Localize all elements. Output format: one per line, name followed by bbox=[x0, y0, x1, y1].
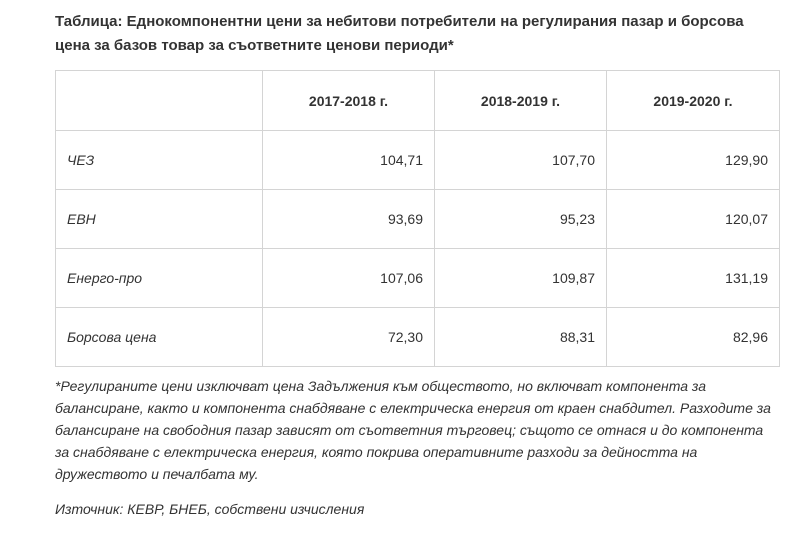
table-header-row bbox=[56, 71, 780, 131]
table-row bbox=[56, 249, 780, 308]
table-cell: 107,06 bbox=[263, 249, 435, 308]
source-line: Източник: КЕВР, БНЕБ, собствени изчисления bbox=[55, 501, 365, 517]
row-label: ЧЕЗ bbox=[56, 131, 263, 190]
table-title: Таблица: Еднокомпонентни цени за небитови потребители на регулирания пазар и борсова цена за базов товар за съответните ценови периоди* bbox=[55, 13, 744, 54]
table-cell: 107,70 bbox=[435, 131, 607, 190]
header-2018-2019: 2018-2019 г. bbox=[435, 71, 607, 131]
header-2017-2018: 2017-2018 г. bbox=[263, 71, 435, 131]
table-cell: 72,30 bbox=[263, 308, 435, 367]
table-cell: 104,71 bbox=[263, 131, 435, 190]
row-label: Борсова цена bbox=[56, 308, 263, 367]
header-2019-2020: 2019-2020 г. bbox=[607, 71, 780, 131]
footnote: *Регулираните цени изключват цена Задължения към обществото, но включват компонента за балансиране, както и компонента снабдяване с електрическа енергия от краен снабдител. Разходите за балансиране на свободния пазар зависят от съответния търговец; същото се отнася и до компонента за снабдяване с електрическа енергия, която покрива оперативните разходи за дейността на дружеството и печалбата му. bbox=[55, 378, 771, 482]
table-cell: 82,96 bbox=[607, 308, 780, 367]
price-table bbox=[55, 70, 780, 367]
article-content bbox=[55, 10, 780, 519]
table-cell: 93,69 bbox=[263, 190, 435, 249]
table-row bbox=[56, 131, 780, 190]
table-cell: 88,31 bbox=[435, 308, 607, 367]
header-empty bbox=[56, 71, 263, 131]
table-cell: 120,07 bbox=[607, 190, 780, 249]
row-label: Енерго-про bbox=[56, 249, 263, 308]
table-cell: 129,90 bbox=[607, 131, 780, 190]
table-cell: 95,23 bbox=[435, 190, 607, 249]
table-row bbox=[56, 308, 780, 367]
table-cell: 109,87 bbox=[435, 249, 607, 308]
table-row bbox=[56, 190, 780, 249]
table-cell: 131,19 bbox=[607, 249, 780, 308]
row-label: ЕВН bbox=[56, 190, 263, 249]
